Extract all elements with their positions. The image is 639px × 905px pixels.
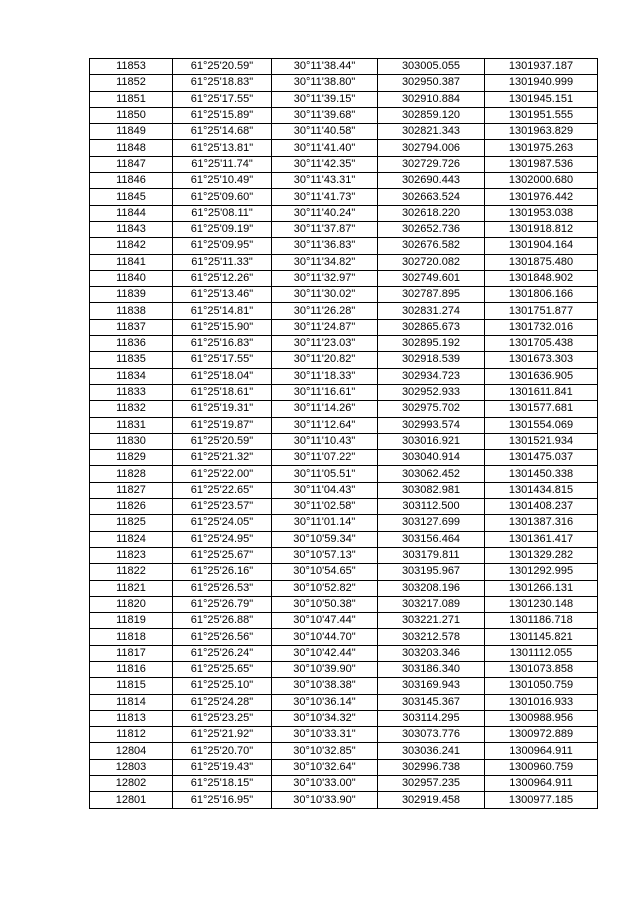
table-row [90, 287, 598, 303]
y-coordinate-cell: 1301434.815 [485, 482, 598, 498]
point-id-cell: 12801 [90, 792, 173, 808]
latitude-cell: 61°25'26.16" [173, 564, 272, 580]
x-coordinate-cell: 302663.524 [378, 189, 485, 205]
x-coordinate-cell: 302865.673 [378, 319, 485, 335]
latitude-cell: 61°25'11.74" [173, 156, 272, 172]
longitude-cell: 30°10'33.00" [272, 776, 378, 792]
latitude-cell: 61°25'16.95" [173, 792, 272, 808]
point-id-cell: 11847 [90, 156, 173, 172]
latitude-cell: 61°25'09.19" [173, 221, 272, 237]
y-coordinate-cell: 1301848.902 [485, 270, 598, 286]
longitude-cell: 30°11'02.58" [272, 499, 378, 515]
point-id-cell: 11853 [90, 59, 173, 75]
x-coordinate-cell: 303127.699 [378, 515, 485, 531]
longitude-cell: 30°10'36.14" [272, 694, 378, 710]
latitude-cell: 61°25'24.28" [173, 694, 272, 710]
point-id-cell: 11825 [90, 515, 173, 531]
point-id-cell: 11823 [90, 547, 173, 563]
longitude-cell: 30°10'52.82" [272, 580, 378, 596]
latitude-cell: 61°25'19.87" [173, 417, 272, 433]
longitude-cell: 30°11'32.97" [272, 270, 378, 286]
latitude-cell: 61°25'14.81" [173, 303, 272, 319]
y-coordinate-cell: 1301450.338 [485, 466, 598, 482]
x-coordinate-cell: 303062.452 [378, 466, 485, 482]
longitude-cell: 30°11'40.24" [272, 205, 378, 221]
y-coordinate-cell: 1301937.187 [485, 59, 598, 75]
point-id-cell: 11814 [90, 694, 173, 710]
table-row [90, 482, 598, 498]
latitude-cell: 61°25'19.43" [173, 759, 272, 775]
y-coordinate-cell: 1301987.536 [485, 156, 598, 172]
longitude-cell: 30°10'33.31" [272, 727, 378, 743]
x-coordinate-cell: 303217.089 [378, 596, 485, 612]
longitude-cell: 30°11'10.43" [272, 433, 378, 449]
latitude-cell: 61°25'09.60" [173, 189, 272, 205]
point-id-cell: 11841 [90, 254, 173, 270]
y-coordinate-cell: 1301875.480 [485, 254, 598, 270]
x-coordinate-cell: 303169.943 [378, 678, 485, 694]
latitude-cell: 61°25'18.61" [173, 384, 272, 400]
x-coordinate-cell: 302859.120 [378, 107, 485, 123]
longitude-cell: 30°11'42.35" [272, 156, 378, 172]
point-id-cell: 11816 [90, 661, 173, 677]
point-id-cell: 11817 [90, 645, 173, 661]
y-coordinate-cell: 1301951.555 [485, 107, 598, 123]
x-coordinate-cell: 302993.574 [378, 417, 485, 433]
longitude-cell: 30°10'44.70" [272, 629, 378, 645]
point-id-cell: 11843 [90, 221, 173, 237]
x-coordinate-cell: 303212.578 [378, 629, 485, 645]
latitude-cell: 61°25'24.05" [173, 515, 272, 531]
x-coordinate-cell: 302652.736 [378, 221, 485, 237]
point-id-cell: 11837 [90, 319, 173, 335]
y-coordinate-cell: 1301953.038 [485, 205, 598, 221]
latitude-cell: 61°25'26.53" [173, 580, 272, 596]
point-id-cell: 11826 [90, 499, 173, 515]
table-row [90, 270, 598, 286]
point-id-cell: 11839 [90, 287, 173, 303]
point-id-cell: 11830 [90, 433, 173, 449]
x-coordinate-cell: 302821.343 [378, 124, 485, 140]
y-coordinate-cell: 1301016.933 [485, 694, 598, 710]
longitude-cell: 30°11'34.82" [272, 254, 378, 270]
y-coordinate-cell: 1301945.151 [485, 91, 598, 107]
x-coordinate-cell: 303005.055 [378, 59, 485, 75]
x-coordinate-cell: 302957.235 [378, 776, 485, 792]
latitude-cell: 61°25'16.83" [173, 336, 272, 352]
point-id-cell: 11846 [90, 173, 173, 189]
x-coordinate-cell: 302787.895 [378, 287, 485, 303]
latitude-cell: 61°25'15.89" [173, 107, 272, 123]
point-id-cell: 11834 [90, 368, 173, 384]
latitude-cell: 61°25'17.55" [173, 352, 272, 368]
table-row [90, 368, 598, 384]
y-coordinate-cell: 1301145.821 [485, 629, 598, 645]
latitude-cell: 61°25'26.79" [173, 596, 272, 612]
longitude-cell: 30°11'16.61" [272, 384, 378, 400]
y-coordinate-cell: 1300988.956 [485, 710, 598, 726]
point-id-cell: 11848 [90, 140, 173, 156]
x-coordinate-cell: 303179.811 [378, 547, 485, 563]
y-coordinate-cell: 1301732.016 [485, 319, 598, 335]
table-row [90, 124, 598, 140]
point-id-cell: 11831 [90, 417, 173, 433]
latitude-cell: 61°25'25.10" [173, 678, 272, 694]
y-coordinate-cell: 1301918.812 [485, 221, 598, 237]
x-coordinate-cell: 303145.367 [378, 694, 485, 710]
y-coordinate-cell: 1302000.680 [485, 173, 598, 189]
y-coordinate-cell: 1301073.858 [485, 661, 598, 677]
y-coordinate-cell: 1301904.164 [485, 238, 598, 254]
x-coordinate-cell: 302618.220 [378, 205, 485, 221]
y-coordinate-cell: 1301577.681 [485, 401, 598, 417]
latitude-cell: 61°25'20.59" [173, 59, 272, 75]
latitude-cell: 61°25'26.56" [173, 629, 272, 645]
table-row [90, 547, 598, 563]
point-id-cell: 11818 [90, 629, 173, 645]
y-coordinate-cell: 1301975.263 [485, 140, 598, 156]
table-row [90, 596, 598, 612]
x-coordinate-cell: 302676.582 [378, 238, 485, 254]
table-row [90, 303, 598, 319]
table-row [90, 743, 598, 759]
longitude-cell: 30°11'23.03" [272, 336, 378, 352]
y-coordinate-cell: 1300960.759 [485, 759, 598, 775]
y-coordinate-cell: 1301976.442 [485, 189, 598, 205]
longitude-cell: 30°11'05.51" [272, 466, 378, 482]
point-id-cell: 12804 [90, 743, 173, 759]
longitude-cell: 30°10'59.34" [272, 531, 378, 547]
y-coordinate-cell: 1301521.934 [485, 433, 598, 449]
x-coordinate-cell: 302910.884 [378, 91, 485, 107]
point-id-cell: 11820 [90, 596, 173, 612]
longitude-cell: 30°10'39.90" [272, 661, 378, 677]
x-coordinate-cell: 302975.702 [378, 401, 485, 417]
point-id-cell: 12802 [90, 776, 173, 792]
y-coordinate-cell: 1301292.995 [485, 564, 598, 580]
x-coordinate-cell: 303203.346 [378, 645, 485, 661]
table-row [90, 238, 598, 254]
x-coordinate-cell: 302895.192 [378, 336, 485, 352]
table-row [90, 319, 598, 335]
y-coordinate-cell: 1301361.417 [485, 531, 598, 547]
longitude-cell: 30°10'34.32" [272, 710, 378, 726]
point-id-cell: 11835 [90, 352, 173, 368]
longitude-cell: 30°11'12.64" [272, 417, 378, 433]
table-row [90, 466, 598, 482]
longitude-cell: 30°10'32.64" [272, 759, 378, 775]
latitude-cell: 61°25'13.81" [173, 140, 272, 156]
latitude-cell: 61°25'22.00" [173, 466, 272, 482]
x-coordinate-cell: 303040.914 [378, 450, 485, 466]
longitude-cell: 30°11'39.68" [272, 107, 378, 123]
latitude-cell: 61°25'20.59" [173, 433, 272, 449]
table-row [90, 221, 598, 237]
point-id-cell: 11822 [90, 564, 173, 580]
point-id-cell: 11852 [90, 75, 173, 91]
point-id-cell: 11812 [90, 727, 173, 743]
table-row [90, 156, 598, 172]
latitude-cell: 61°25'26.88" [173, 613, 272, 629]
point-id-cell: 11815 [90, 678, 173, 694]
latitude-cell: 61°25'25.65" [173, 661, 272, 677]
y-coordinate-cell: 1301611.841 [485, 384, 598, 400]
point-id-cell: 11840 [90, 270, 173, 286]
latitude-cell: 61°25'21.92" [173, 727, 272, 743]
latitude-cell: 61°25'24.95" [173, 531, 272, 547]
x-coordinate-cell: 302831.274 [378, 303, 485, 319]
point-id-cell: 11845 [90, 189, 173, 205]
longitude-cell: 30°11'04.43" [272, 482, 378, 498]
point-id-cell: 11824 [90, 531, 173, 547]
y-coordinate-cell: 1301673.303 [485, 352, 598, 368]
table-row [90, 515, 598, 531]
point-id-cell: 11827 [90, 482, 173, 498]
longitude-cell: 30°11'36.83" [272, 238, 378, 254]
longitude-cell: 30°10'33.90" [272, 792, 378, 808]
latitude-cell: 61°25'10.49" [173, 173, 272, 189]
longitude-cell: 30°11'24.87" [272, 319, 378, 335]
longitude-cell: 30°11'18.33" [272, 368, 378, 384]
table-row [90, 352, 598, 368]
x-coordinate-cell: 303114.295 [378, 710, 485, 726]
y-coordinate-cell: 1301266.131 [485, 580, 598, 596]
y-coordinate-cell: 1301408.237 [485, 499, 598, 515]
table-row [90, 792, 598, 808]
point-id-cell: 11832 [90, 401, 173, 417]
y-coordinate-cell: 1301186.718 [485, 613, 598, 629]
table-row [90, 580, 598, 596]
longitude-cell: 30°11'41.40" [272, 140, 378, 156]
longitude-cell: 30°11'37.87" [272, 221, 378, 237]
longitude-cell: 30°11'26.28" [272, 303, 378, 319]
x-coordinate-cell: 302950.387 [378, 75, 485, 91]
longitude-cell: 30°10'38.38" [272, 678, 378, 694]
y-coordinate-cell: 1300972.889 [485, 727, 598, 743]
x-coordinate-cell: 303036.241 [378, 743, 485, 759]
latitude-cell: 61°25'08.11" [173, 205, 272, 221]
table-row [90, 75, 598, 91]
table-row [90, 417, 598, 433]
y-coordinate-cell: 1301387.316 [485, 515, 598, 531]
longitude-cell: 30°11'39.15" [272, 91, 378, 107]
table-row [90, 59, 598, 75]
y-coordinate-cell: 1301940.999 [485, 75, 598, 91]
y-coordinate-cell: 1300964.911 [485, 776, 598, 792]
table-row [90, 91, 598, 107]
table-row [90, 629, 598, 645]
point-id-cell: 12803 [90, 759, 173, 775]
longitude-cell: 30°11'14.26" [272, 401, 378, 417]
table-row [90, 499, 598, 515]
x-coordinate-cell: 302729.726 [378, 156, 485, 172]
y-coordinate-cell: 1301329.282 [485, 547, 598, 563]
table-row [90, 678, 598, 694]
y-coordinate-cell: 1300964.911 [485, 743, 598, 759]
x-coordinate-cell: 302720.082 [378, 254, 485, 270]
table-row [90, 173, 598, 189]
coordinates-table-body [90, 59, 598, 809]
table-row [90, 759, 598, 775]
latitude-cell: 61°25'18.83" [173, 75, 272, 91]
table-row [90, 727, 598, 743]
latitude-cell: 61°25'09.95" [173, 238, 272, 254]
latitude-cell: 61°25'12.26" [173, 270, 272, 286]
x-coordinate-cell: 303073.776 [378, 727, 485, 743]
latitude-cell: 61°25'22.65" [173, 482, 272, 498]
point-id-cell: 11821 [90, 580, 173, 596]
latitude-cell: 61°25'15.90" [173, 319, 272, 335]
longitude-cell: 30°11'20.82" [272, 352, 378, 368]
coordinates-table [89, 58, 598, 809]
x-coordinate-cell: 302690.443 [378, 173, 485, 189]
table-row [90, 613, 598, 629]
y-coordinate-cell: 1301112.055 [485, 645, 598, 661]
latitude-cell: 61°25'17.55" [173, 91, 272, 107]
y-coordinate-cell: 1301636.905 [485, 368, 598, 384]
table-row [90, 140, 598, 156]
x-coordinate-cell: 303221.271 [378, 613, 485, 629]
table-row [90, 531, 598, 547]
latitude-cell: 61°25'18.15" [173, 776, 272, 792]
y-coordinate-cell: 1301475.037 [485, 450, 598, 466]
table-row [90, 694, 598, 710]
longitude-cell: 30°11'38.80" [272, 75, 378, 91]
table-row [90, 776, 598, 792]
longitude-cell: 30°11'43.31" [272, 173, 378, 189]
latitude-cell: 61°25'20.70" [173, 743, 272, 759]
x-coordinate-cell: 302996.738 [378, 759, 485, 775]
longitude-cell: 30°10'50.38" [272, 596, 378, 612]
x-coordinate-cell: 303156.464 [378, 531, 485, 547]
x-coordinate-cell: 303082.981 [378, 482, 485, 498]
x-coordinate-cell: 303112.500 [378, 499, 485, 515]
y-coordinate-cell: 1301554.069 [485, 417, 598, 433]
point-id-cell: 11838 [90, 303, 173, 319]
table-row [90, 336, 598, 352]
longitude-cell: 30°10'42.44" [272, 645, 378, 661]
x-coordinate-cell: 302794.006 [378, 140, 485, 156]
latitude-cell: 61°25'25.67" [173, 547, 272, 563]
x-coordinate-cell: 303186.340 [378, 661, 485, 677]
longitude-cell: 30°11'38.44" [272, 59, 378, 75]
table-row [90, 433, 598, 449]
longitude-cell: 30°11'07.22" [272, 450, 378, 466]
longitude-cell: 30°10'54.65" [272, 564, 378, 580]
y-coordinate-cell: 1301963.829 [485, 124, 598, 140]
latitude-cell: 61°25'26.24" [173, 645, 272, 661]
y-coordinate-cell: 1301050.759 [485, 678, 598, 694]
x-coordinate-cell: 302952.933 [378, 384, 485, 400]
latitude-cell: 61°25'18.04" [173, 368, 272, 384]
table-row [90, 254, 598, 270]
point-id-cell: 11828 [90, 466, 173, 482]
latitude-cell: 61°25'23.25" [173, 710, 272, 726]
x-coordinate-cell: 302919.458 [378, 792, 485, 808]
latitude-cell: 61°25'11.33" [173, 254, 272, 270]
x-coordinate-cell: 303016.921 [378, 433, 485, 449]
x-coordinate-cell: 302749.601 [378, 270, 485, 286]
x-coordinate-cell: 302934.723 [378, 368, 485, 384]
point-id-cell: 11842 [90, 238, 173, 254]
table-row [90, 384, 598, 400]
x-coordinate-cell: 303208.196 [378, 580, 485, 596]
point-id-cell: 11836 [90, 336, 173, 352]
point-id-cell: 11829 [90, 450, 173, 466]
x-coordinate-cell: 303195.967 [378, 564, 485, 580]
y-coordinate-cell: 1301705.438 [485, 336, 598, 352]
longitude-cell: 30°11'41.73" [272, 189, 378, 205]
table-row [90, 401, 598, 417]
point-id-cell: 11849 [90, 124, 173, 140]
table-row [90, 710, 598, 726]
latitude-cell: 61°25'13.46" [173, 287, 272, 303]
longitude-cell: 30°10'32.85" [272, 743, 378, 759]
point-id-cell: 11844 [90, 205, 173, 221]
table-row [90, 661, 598, 677]
point-id-cell: 11850 [90, 107, 173, 123]
table-row [90, 645, 598, 661]
table-row [90, 107, 598, 123]
table-row [90, 564, 598, 580]
point-id-cell: 11851 [90, 91, 173, 107]
y-coordinate-cell: 1301751.877 [485, 303, 598, 319]
longitude-cell: 30°11'30.02" [272, 287, 378, 303]
latitude-cell: 61°25'23.57" [173, 499, 272, 515]
longitude-cell: 30°10'47.44" [272, 613, 378, 629]
point-id-cell: 11813 [90, 710, 173, 726]
table-row [90, 450, 598, 466]
longitude-cell: 30°11'01.14" [272, 515, 378, 531]
table-row [90, 189, 598, 205]
x-coordinate-cell: 302918.539 [378, 352, 485, 368]
point-id-cell: 11833 [90, 384, 173, 400]
point-id-cell: 11819 [90, 613, 173, 629]
latitude-cell: 61°25'21.32" [173, 450, 272, 466]
latitude-cell: 61°25'19.31" [173, 401, 272, 417]
longitude-cell: 30°10'57.13" [272, 547, 378, 563]
table-row [90, 205, 598, 221]
y-coordinate-cell: 1301230.148 [485, 596, 598, 612]
y-coordinate-cell: 1300977.185 [485, 792, 598, 808]
latitude-cell: 61°25'14.68" [173, 124, 272, 140]
longitude-cell: 30°11'40.58" [272, 124, 378, 140]
y-coordinate-cell: 1301806.166 [485, 287, 598, 303]
